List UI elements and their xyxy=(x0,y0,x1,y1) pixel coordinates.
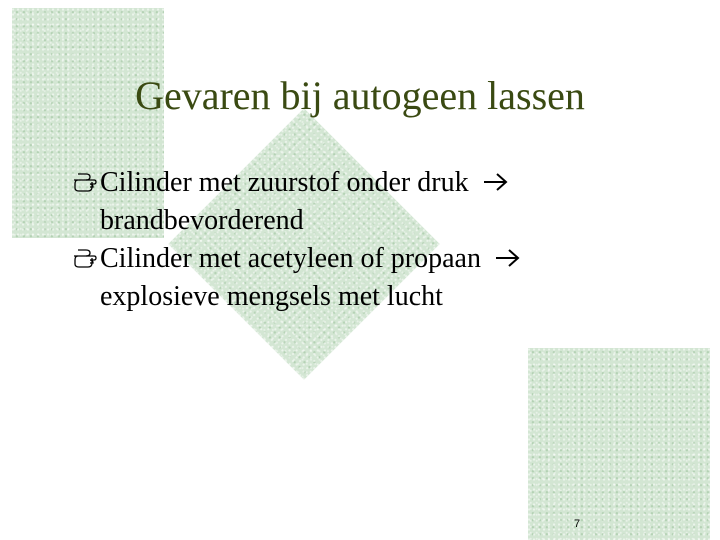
decorative-texture-block-bottom-right xyxy=(528,348,710,540)
right-arrow-icon xyxy=(482,171,510,193)
bullet-text-line-2: explosieve mengsels met lucht xyxy=(100,281,443,312)
pointing-hand-icon xyxy=(72,242,98,272)
bullet-item-1 xyxy=(72,164,672,240)
page-number: 7 xyxy=(574,518,581,530)
slide-title: Gevaren bij autogeen lassen xyxy=(135,73,585,118)
bullet-list xyxy=(72,164,672,316)
bullet-text-line-1: Cilinder met zuurstof onder druk xyxy=(100,167,469,198)
pointing-hand-icon xyxy=(72,166,98,196)
bullet-text-line-1: Cilinder met acetyleen of propaan xyxy=(100,243,481,274)
bullet-text-line-2: brandbevorderend xyxy=(100,205,304,236)
right-arrow-icon xyxy=(494,247,522,269)
bullet-item-2 xyxy=(72,240,672,316)
